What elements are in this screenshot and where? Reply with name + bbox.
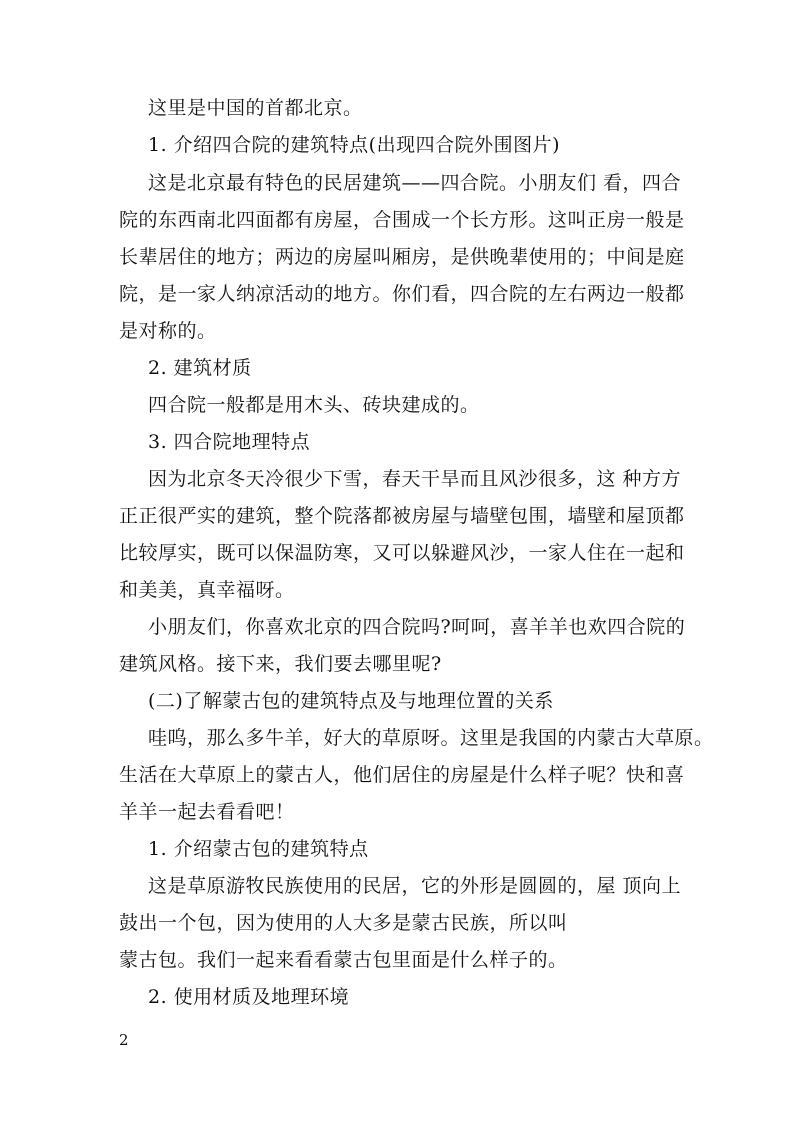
text-line: 这里是中国的首都北京。 [148,97,363,119]
text-line: 比较厚实，既可以保温防寒，又可以躲避风沙，一家人住在一起和 [119,542,685,564]
page-number: 2 [119,1031,129,1049]
text-line: 因为北京冬天冷很少下雪，春天干旱而且风沙很多，这 种方方 [148,468,682,490]
text-line: 哇呜，那么多牛羊，好大的草原呀。这里是我国的内蒙古大草原。 [148,727,714,749]
section-heading: 2. 建筑材质 [148,357,252,379]
text-line: 小朋友们，你喜欢北京的四合院吗?呵呵，喜羊羊也欢四合院的 [148,616,686,638]
text-line: 鼓出一个包，因为使用的人大多是蒙古民族，所以叫 [119,912,568,934]
text-line: 这是北京最有特色的民居建筑——四合院。小朋友们 看，四合 [148,172,682,194]
text-line: 建筑风格。接下来，我们要去哪里呢? [119,653,442,675]
text-line: 生活在大草原上的蒙古人，他们居住的房屋是什么样子呢？快和喜 [119,764,685,786]
section-heading: 3. 四合院地理特点 [148,431,311,453]
text-line: 是对称的。 [119,320,217,342]
text-line: 蒙古包。我们一起来看看蒙古包里面是什么样子的。 [119,949,568,971]
text-line: 正正很严实的建筑，整个院落都被房屋与墙壁包围，墙壁和屋顶都 [119,505,685,527]
text-line: 长辈居住的地方；两边的房屋叫厢房，是供晚辈使用的；中间是庭 [119,246,685,268]
section-heading: (二)了解蒙古包的建筑特点及与地理位置的关系 [148,690,554,712]
section-heading: 1. 介绍蒙古包的建筑特点 [148,838,369,860]
text-line: 四合院一般都是用木头、砖块建成的。 [148,394,480,416]
text-line: 这是草原游牧民族使用的民居，它的外形是圆圆的，屋 顶向上 [148,875,682,897]
section-heading: 1. 介绍四合院的建筑特点(出现四合院外围图片) [148,134,560,156]
text-line: 和美美，真幸福呀。 [119,579,295,601]
section-heading: 2. 使用材质及地理环境 [148,986,350,1008]
text-line: 羊羊一起去看看吧！ [119,801,295,823]
text-line: 院的东西南北四面都有房屋，合围成一个长方形。这叫正房一般是 [119,209,685,231]
text-line: 院，是一家人纳凉活动的地方。你们看，四合院的左右两边一般都 [119,283,685,305]
